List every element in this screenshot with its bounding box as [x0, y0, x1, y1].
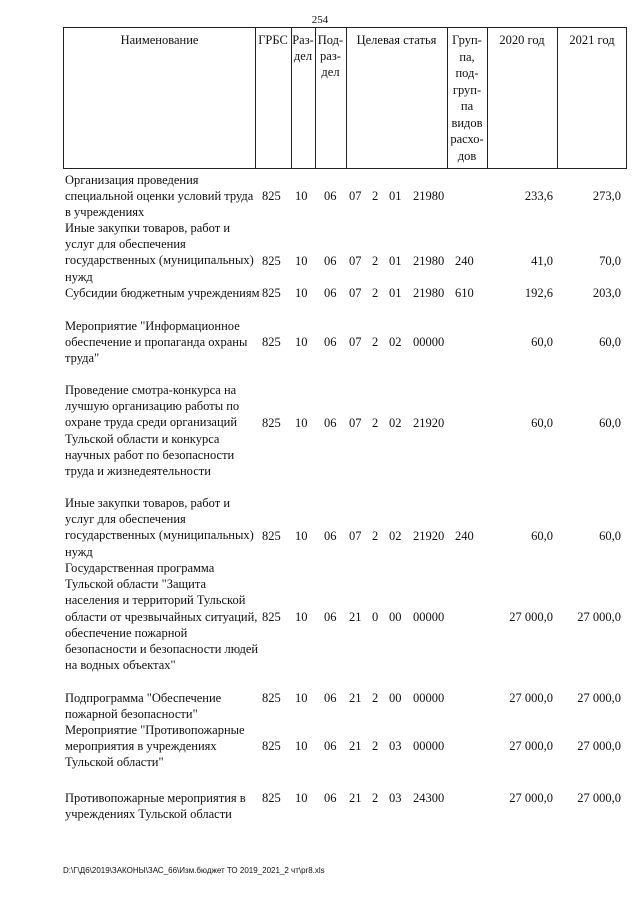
cell-2021: 60,0 [599, 415, 621, 430]
cell-name: Мероприятие "Информационное обеспечение и пропаганда охраны труда" [65, 319, 248, 366]
cell-podrazdel: 06 [324, 286, 337, 301]
cell-razdel: 10 [295, 415, 308, 430]
cell-name: Иные закупки товаров, работ и услуг для обеспечения государственных (муниципальных) нужд [65, 496, 254, 559]
header-2020: 2020 год [499, 33, 545, 47]
page-number: 254 [311, 14, 329, 26]
cell-name: Подпрограмма "Обеспечение пожарной безопасности" [65, 691, 222, 722]
cell-2021: 27 000,0 [577, 691, 621, 706]
table-header [63, 27, 627, 169]
cell-2020: 27 000,0 [509, 691, 553, 706]
cell-name: Противопожарные мероприятия в учреждениях Тульской области [65, 791, 246, 822]
cell-target-subprogram: 2 [372, 691, 379, 706]
cell-2021: 60,0 [599, 528, 621, 543]
cell-2020: 60,0 [531, 415, 553, 430]
cell-name: Субсидии бюджетным учреждениям [65, 286, 260, 300]
cell-2021: 27 000,0 [577, 739, 621, 754]
cell-target-program: 07 [349, 528, 362, 543]
cell-target-program: 21 [349, 791, 362, 806]
cell-expense-group: 240 [455, 528, 474, 543]
cell-grbs: 825 [262, 335, 281, 350]
cell-name: Государственная программа Тульской области "Защита населения и территорий Тульской области от чрезвычайных ситуаций, обеспечение пожарной безопасности и безопасности людей на водных объектах" [65, 561, 259, 673]
header-name: Наименование [120, 33, 199, 47]
cell-target-direction: 21980 [413, 253, 445, 268]
cell-target-direction: 24300 [413, 791, 445, 806]
cell-target-direction: 21920 [413, 415, 445, 430]
cell-2020: 233,6 [524, 189, 553, 204]
cell-2021: 203,0 [592, 286, 621, 301]
cell-target-event: 01 [389, 286, 402, 301]
header-2021: 2021 год [569, 33, 615, 47]
cell-podrazdel: 06 [324, 791, 337, 806]
cell-target-event: 00 [389, 691, 402, 706]
cell-target-subprogram: 2 [372, 791, 379, 806]
cell-grbs: 825 [262, 286, 281, 301]
cell-target-direction: 21980 [413, 286, 445, 301]
cell-target-subprogram: 2 [372, 286, 379, 301]
cell-target-program: 07 [349, 335, 362, 350]
header-group: Груп- па, под- груп- па видов расхо- дов [450, 33, 484, 163]
cell-grbs: 825 [262, 415, 281, 430]
cell-2020: 60,0 [531, 528, 553, 543]
cell-target-event: 02 [389, 528, 402, 543]
cell-grbs: 825 [262, 253, 281, 268]
header-grbs: ГРБС [258, 33, 288, 47]
cell-grbs: 825 [262, 528, 281, 543]
cell-2021: 27 000,0 [577, 791, 621, 806]
cell-2021: 273,0 [592, 189, 621, 204]
cell-razdel: 10 [295, 286, 308, 301]
cell-name: Иные закупки товаров, работ и услуг для обеспечения государственных (муниципальных) нужд [65, 221, 254, 284]
cell-podrazdel: 06 [324, 189, 337, 204]
cell-target-subprogram: 0 [372, 609, 379, 624]
cell-target-event: 00 [389, 609, 402, 624]
cell-target-direction: 21980 [413, 189, 445, 204]
cell-target-direction: 00000 [413, 609, 445, 624]
cell-target-subprogram: 2 [372, 528, 379, 543]
header-podrazdel: Под- раз- дел [317, 33, 344, 79]
cell-2020: 27 000,0 [509, 609, 553, 624]
cell-2021: 27 000,0 [577, 609, 621, 624]
cell-target-direction: 00000 [413, 739, 445, 754]
cell-target-subprogram: 2 [372, 739, 379, 754]
cell-target-subprogram: 2 [372, 415, 379, 430]
cell-target-program: 21 [349, 739, 362, 754]
cell-target-program: 07 [349, 253, 362, 268]
cell-target-program: 21 [349, 691, 362, 706]
cell-grbs: 825 [262, 691, 281, 706]
cell-razdel: 10 [295, 253, 308, 268]
cell-2020: 27 000,0 [509, 739, 553, 754]
cell-razdel: 10 [295, 691, 308, 706]
cell-2021: 70,0 [599, 253, 621, 268]
cell-razdel: 10 [295, 335, 308, 350]
cell-razdel: 10 [295, 609, 308, 624]
cell-podrazdel: 06 [324, 415, 337, 430]
cell-target-subprogram: 2 [372, 335, 379, 350]
cell-grbs: 825 [262, 189, 281, 204]
cell-target-program: 21 [349, 609, 362, 624]
header-target: Целевая статья [356, 33, 437, 47]
cell-target-direction: 00000 [413, 335, 445, 350]
cell-grbs: 825 [262, 739, 281, 754]
cell-grbs: 825 [262, 609, 281, 624]
cell-expense-group: 610 [455, 286, 474, 301]
cell-name: Мероприятие "Противопожарные мероприятия в учреждениях Тульской области" [65, 723, 245, 770]
cell-target-subprogram: 2 [372, 189, 379, 204]
cell-2020: 192,6 [524, 286, 553, 301]
cell-razdel: 10 [295, 528, 308, 543]
cell-target-direction: 21920 [413, 528, 445, 543]
cell-name: Проведение смотра-конкурса на лучшую организацию работы по охране труда среди организаций Тульской области и конкурса научных работ по безопасности труда и жизнедеятельности [65, 383, 240, 479]
cell-target-subprogram: 2 [372, 253, 379, 268]
cell-podrazdel: 06 [324, 335, 337, 350]
footer-file-path: D:\Г\Д6\2019\ЗАКОНЫ\ЗАС_66\Изм.бюджет ТО 2019_2021_2 чт\pr8.xls [63, 866, 325, 875]
cell-target-program: 07 [349, 286, 362, 301]
cell-podrazdel: 06 [324, 691, 337, 706]
cell-2021: 60,0 [599, 335, 621, 350]
cell-target-event: 01 [389, 189, 402, 204]
cell-2020: 27 000,0 [509, 791, 553, 806]
cell-target-program: 07 [349, 189, 362, 204]
cell-expense-group: 240 [455, 253, 474, 268]
cell-target-event: 01 [389, 253, 402, 268]
cell-razdel: 10 [295, 791, 308, 806]
cell-name: Организация проведения специальной оценки условий труда в учреждениях [65, 173, 254, 220]
cell-podrazdel: 06 [324, 739, 337, 754]
cell-target-direction: 00000 [413, 691, 445, 706]
cell-target-event: 03 [389, 791, 402, 806]
cell-razdel: 10 [295, 739, 308, 754]
cell-2020: 41,0 [531, 253, 553, 268]
cell-target-event: 03 [389, 739, 402, 754]
cell-grbs: 825 [262, 791, 281, 806]
cell-2020: 60,0 [531, 335, 553, 350]
cell-razdel: 10 [295, 189, 308, 204]
header-razdel: Раз- дел [292, 33, 314, 63]
cell-target-event: 02 [389, 335, 402, 350]
cell-target-program: 07 [349, 415, 362, 430]
cell-podrazdel: 06 [324, 609, 337, 624]
cell-podrazdel: 06 [324, 253, 337, 268]
cell-target-event: 02 [389, 415, 402, 430]
cell-podrazdel: 06 [324, 528, 337, 543]
